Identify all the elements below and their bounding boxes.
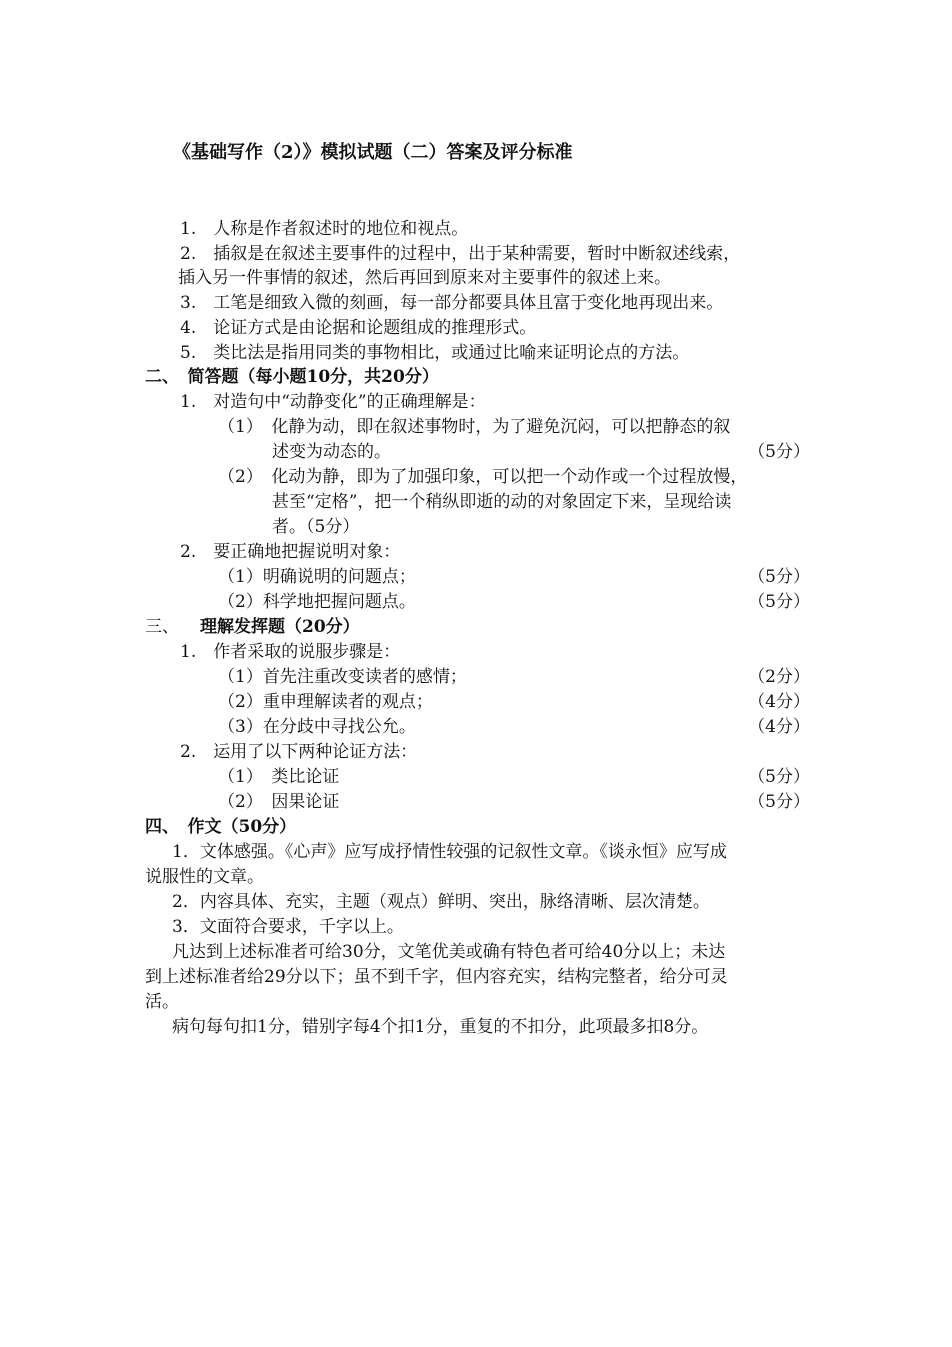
s2-q2-answer-1: （1）明确说明的问题点； <box>218 567 416 587</box>
s3-q2-answer-2-score: （5分） <box>748 792 810 812</box>
s2-q1-answer-2-end: 者。（5分） <box>272 517 360 537</box>
s4-criterion-3: 3．文面符合要求，千字以上。 <box>172 917 404 937</box>
s3-q2-answer-1: （1） 类比论证 <box>218 767 340 787</box>
s2-q1-answer-2-cont: 甚至“定格”，把一个稍纵即逝的动的对象固定下来，呈现给读 <box>272 492 732 512</box>
s4-scoring-rule: 凡达到上述标准者可给30分，文笔优美或确有特色者可给40分以上；未达 <box>172 942 726 962</box>
definition-2-cont: 插入另一件事情的叙述，然后再回到原来对主要事件的叙述上来。 <box>178 268 671 288</box>
s3-q1-answer-2-score: （4分） <box>748 692 810 712</box>
s4-deduction-rule: 病句每句扣1分，错别字每4个扣1分，重复的不扣分，此项最多扣8分。 <box>172 1017 709 1037</box>
s2-q2-answer-1-score: （5分） <box>748 567 810 587</box>
s2-question-1: 1. 对造句中“动静变化”的正确理解是： <box>180 392 486 412</box>
s3-q1-answer-3-score: （4分） <box>748 717 810 737</box>
s2-q1-answer-1: （1） 化静为动，即在叙述事物时，为了避免沉闷，可以把静态的叙 <box>218 417 731 437</box>
section-4-heading: 四、 作文（50分） <box>145 817 297 837</box>
s2-question-2: 2. 要正确地把握说明对象： <box>180 542 401 562</box>
s4-criterion-1-cont: 说服性的文章。 <box>145 867 264 887</box>
definition-5: 5. 类比法是指用同类的事物相比，或通过比喻来证明论点的方法。 <box>180 343 690 363</box>
s3-question-2: 2. 运用了以下两种论证方法： <box>180 742 418 762</box>
section-3-heading: 理解发挥题（20分） <box>200 617 360 637</box>
s3-q1-answer-1: （1）首先注重改变读者的感情； <box>218 667 467 687</box>
s2-q1-answer-1-score: （5分） <box>748 442 810 462</box>
s2-q2-answer-2: （2）科学地把握问题点。 <box>218 592 416 612</box>
section-3-number: 三、 <box>145 617 179 637</box>
s2-q1-answer-2: （2） 化动为静，即为了加强印象，可以把一个动作或一个过程放慢， <box>218 467 748 487</box>
s4-scoring-rule-cont: 到上述标准者给29分以下；虽不到千字，但内容充实，结构完整者，给分可灵 <box>145 967 728 987</box>
document-title: 《基础写作（2）》模拟试题（二）答案及评分标准 <box>173 142 573 163</box>
s3-question-1: 1. 作者采取的说服步骤是： <box>180 642 401 662</box>
s3-q1-answer-3: （3）在分歧中寻找公允。 <box>218 717 416 737</box>
definition-3: 3. 工笔是细致入微的刻画，每一部分都要具体且富于变化地再现出来。 <box>180 293 724 313</box>
s4-scoring-rule-end: 活。 <box>145 992 179 1012</box>
s3-q1-answer-2: （2）重申理解读者的观点； <box>218 692 433 712</box>
s4-criterion-1: 1．文体感强。《心声》应写成抒情性较强的记叙性文章。《谈永恒》应写成 <box>172 842 727 862</box>
definition-2: 2. 插叙是在叙述主要事件的过程中，出于某种需要，暂时中断叙述线索， <box>180 244 741 264</box>
s3-q2-answer-2: （2） 因果论证 <box>218 792 340 812</box>
s3-q2-answer-1-score: （5分） <box>748 767 810 787</box>
s2-q1-answer-1-cont: 述变为动态的。 <box>272 442 391 462</box>
definition-1: 1. 人称是作者叙述时的地位和视点。 <box>180 219 469 239</box>
s3-q1-answer-1-score: （2分） <box>748 667 810 687</box>
section-2-heading: 二、 简答题（每小题10分，共20分） <box>145 367 439 387</box>
definition-4: 4. 论证方式是由论据和论题组成的推理形式。 <box>180 318 537 338</box>
s4-criterion-2: 2．内容具体、充实，主题（观点）鲜明、突出，脉络清晰、层次清楚。 <box>172 892 710 912</box>
s2-q2-answer-2-score: （5分） <box>748 592 810 612</box>
